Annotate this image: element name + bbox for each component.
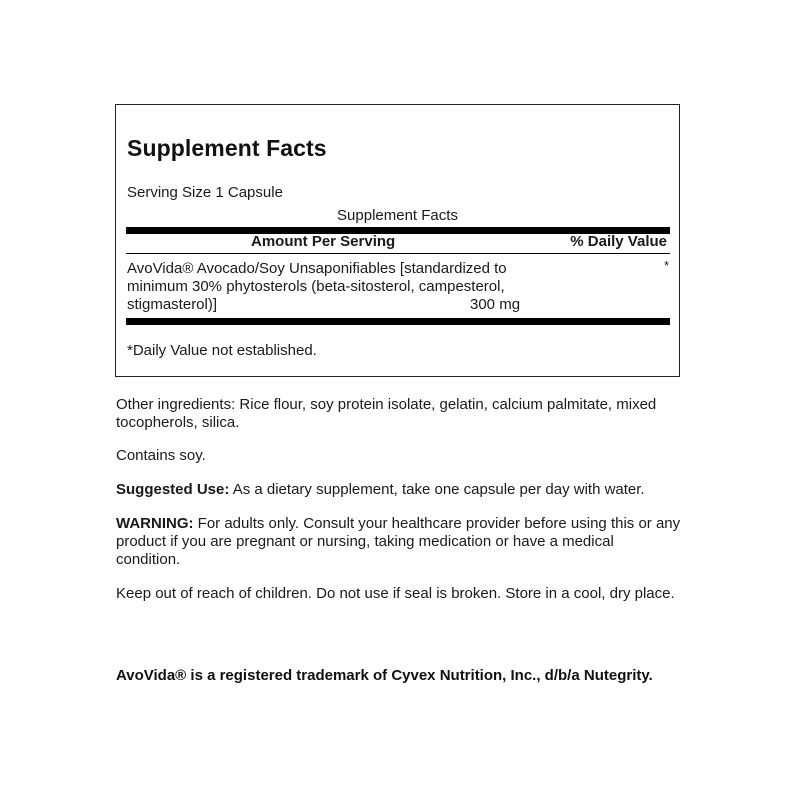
ingredient-daily-value: * xyxy=(663,258,669,273)
storage-instructions: Keep out of reach of children. Do not use if seal is broken. Store in a cool, dry place. xyxy=(116,585,675,602)
other-ingredients: Other ingredients: Rice flour, soy protein isolate, gelatin, calcium palmitate, mixed tocopherols, silica. xyxy=(116,396,657,431)
facts-title: Supplement Facts xyxy=(127,135,327,161)
header-bottom-rule xyxy=(126,253,670,254)
warning-statement xyxy=(116,515,681,569)
warning-label: WARNING: xyxy=(116,515,194,532)
serving-size: Serving Size 1 Capsule xyxy=(127,184,283,201)
suggested-use xyxy=(116,481,696,499)
suggested-use-text: As a dietary supplement, take one capsule per day with water. xyxy=(229,481,645,498)
warning-text: For adults only. Consult your healthcare provider before using this or any product if you are pregnant or nursing, taking medication or have a medical condition. xyxy=(116,515,681,568)
column-header-daily-value: % Daily Value xyxy=(570,233,667,250)
ingredient-amount: 300 mg xyxy=(470,296,521,313)
table-caption: Supplement Facts xyxy=(337,207,458,224)
daily-value-footnote: *Daily Value not established. xyxy=(127,342,317,359)
table-bottom-rule xyxy=(126,318,670,325)
allergen-statement: Contains soy. xyxy=(116,447,206,464)
supplement-facts-panel xyxy=(115,104,680,377)
trademark-notice: AvoVida® is a registered trademark of Cyvex Nutrition, Inc., d/b/a Nutegrity. xyxy=(116,667,653,684)
ingredient-name: AvoVida® Avocado/Soy Unsaponifiables [standardized to minimum 30% phytosterols (beta-sitosterol, campesterol, stigmasterol)] xyxy=(127,260,507,313)
suggested-use-label: Suggested Use: xyxy=(116,481,230,498)
column-header-amount: Amount Per Serving xyxy=(251,233,396,250)
